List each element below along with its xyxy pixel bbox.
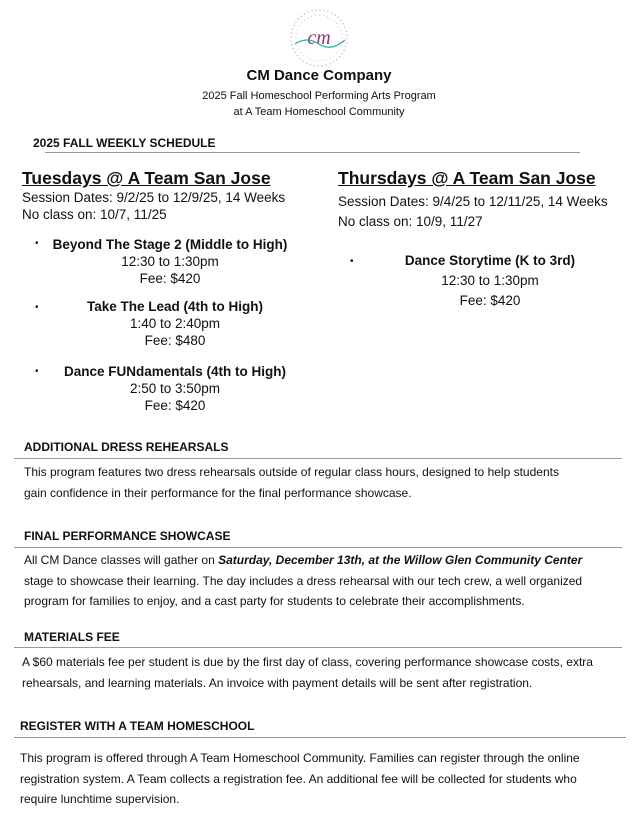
- bullet-icon: •: [35, 238, 39, 249]
- divider: [45, 152, 580, 153]
- section-text: [24, 462, 559, 503]
- section-text: [24, 550, 582, 612]
- program-subtitle: 2025 Fall Homeschool Performing Arts Program: [202, 90, 436, 102]
- section-heading: MATERIALS FEE: [24, 630, 120, 644]
- section-text: [22, 652, 593, 693]
- divider: [14, 458, 622, 459]
- section-text: [20, 748, 580, 810]
- class-name: Take The Lead (4th to High): [86, 299, 263, 314]
- text-line: This program is offered through A Team Homeschool Community. Families can register through the online: [20, 751, 580, 765]
- text-line: require lunchtime supervision.: [20, 792, 180, 806]
- text-line: registration system. A Team collects a registration fee. An additional fee will be collected for students who: [20, 771, 577, 786]
- bullet-icon: •: [35, 366, 39, 377]
- text-line: gain confidence in their performance for the final performance showcase.: [24, 485, 412, 500]
- section-heading: FINAL PERFORMANCE SHOWCASE: [24, 529, 231, 543]
- divider: [14, 737, 626, 738]
- class-name: Dance Storytime (K to 3rd): [404, 253, 576, 268]
- text-line: rehearsals, and learning materials. An invoice with payment details will be sent after registration.: [22, 675, 533, 690]
- divider: [14, 647, 622, 648]
- program-location: at A Team Homeschool Community: [233, 106, 405, 118]
- class-fee: Fee: $480: [144, 333, 206, 348]
- class-fee: Fee: $420: [459, 293, 521, 308]
- class-time: 2:50 to 3:50pm: [129, 381, 221, 396]
- bullet-icon: •: [350, 256, 354, 267]
- class-name: Dance FUNdamentals (4th to High): [63, 364, 287, 379]
- svg-text:cm: cm: [307, 27, 331, 49]
- section-heading: REGISTER WITH A TEAM HOMESCHOOL: [20, 719, 255, 733]
- class-time: 12:30 to 1:30pm: [441, 273, 539, 288]
- text-line: A $60 materials fee per student is due by the first day of class, covering performance showcase costs, extra: [22, 655, 593, 669]
- class-time: 1:40 to 2:40pm: [129, 316, 221, 331]
- text-span: All CM Dance classes will gather on: [24, 553, 219, 567]
- class-fee: Fee: $420: [139, 271, 201, 286]
- section-heading: ADDITIONAL DRESS REHEARSALS: [24, 440, 229, 454]
- bullet-icon: •: [35, 302, 39, 313]
- class-item: [40, 363, 310, 414]
- thursday-no-class: No class on: 10/9, 11/27: [338, 214, 483, 229]
- class-name: Beyond The Stage 2 (Middle to High): [52, 237, 288, 252]
- text-line: stage to showcase their learning. The day includes a dress rehearsal with our tech crew, a well organized: [24, 573, 583, 588]
- class-item: [370, 251, 610, 311]
- class-fee: Fee: $420: [144, 398, 206, 413]
- company-name: CM Dance Company: [246, 67, 392, 84]
- thursday-dates: Session Dates: 9/4/25 to 12/11/25, 14 Weeks: [338, 194, 608, 209]
- class-item: [40, 298, 310, 349]
- tuesday-no-class: No class on: 10/7, 11/25: [22, 207, 167, 222]
- tuesday-dates: Session Dates: 9/2/25 to 12/9/25, 14 Weeks: [22, 190, 286, 205]
- text-line: program for families to enjoy, and a cast party for students to celebrate their accomplishments.: [24, 594, 525, 608]
- schedule-heading: 2025 FALL WEEKLY SCHEDULE: [33, 136, 216, 150]
- text-line: [24, 550, 582, 571]
- cm-dance-logo: [287, 6, 351, 70]
- divider: [14, 547, 622, 548]
- text-line: This program features two dress rehearsals outside of regular class hours, designed to help students: [24, 465, 559, 479]
- tuesday-title: Tuesdays @ A Team San Jose: [22, 168, 271, 188]
- class-time: 12:30 to 1:30pm: [121, 254, 219, 269]
- showcase-date-location: Saturday, December 13th, at the Willow Glen Community Center: [218, 553, 583, 567]
- thursday-title: Thursdays @ A Team San Jose: [338, 168, 596, 188]
- class-item: [40, 236, 300, 287]
